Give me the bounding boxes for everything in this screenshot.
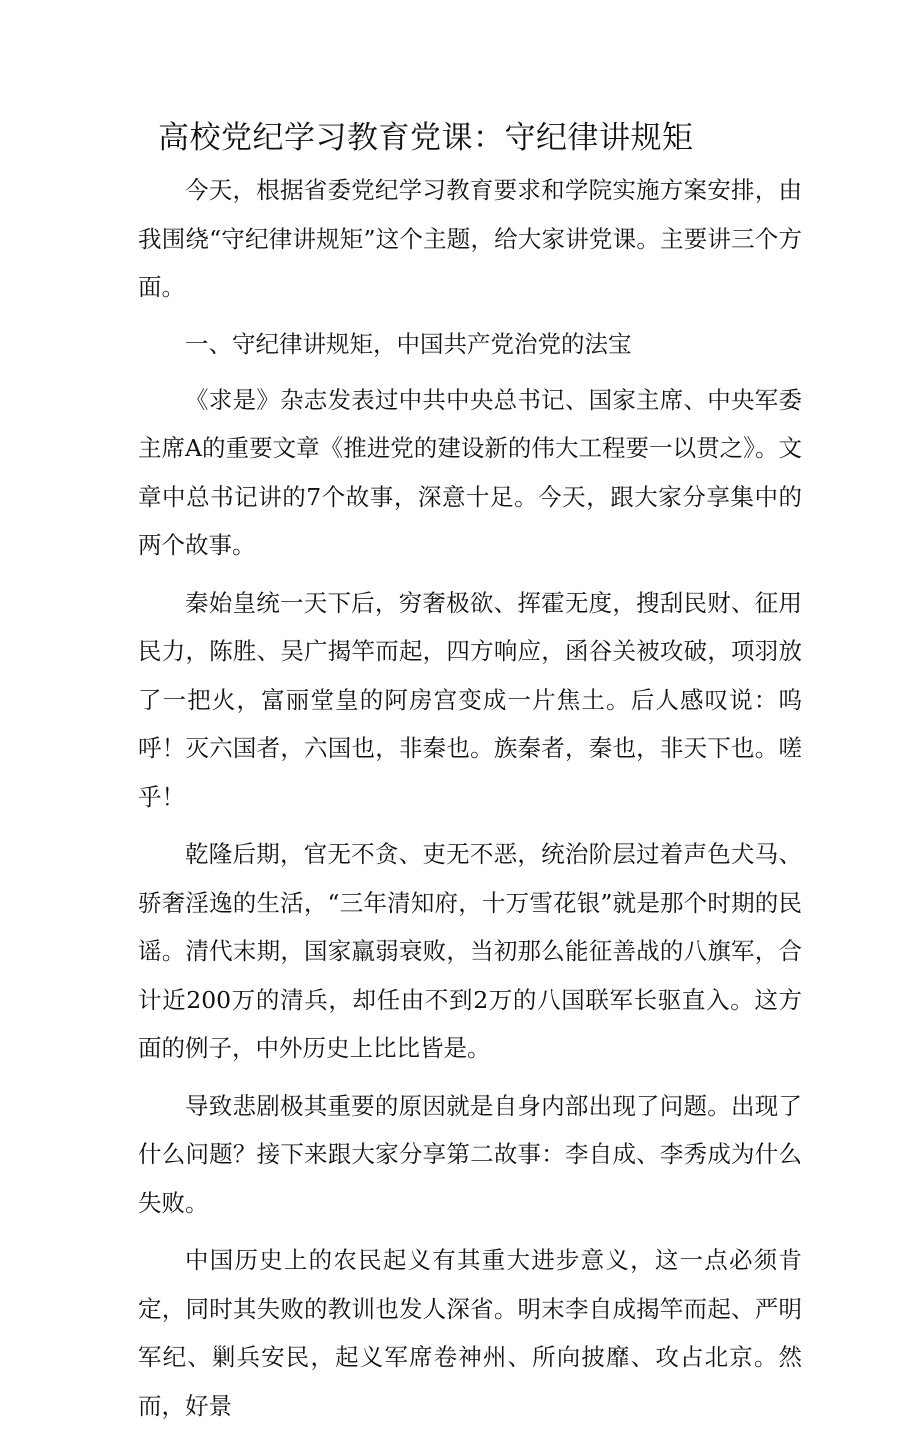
paragraph: 今天，根据省委党纪学习教育要求和学院实施方案安排，由我围绕“守纪律讲规矩”这个主题，给大家讲党课。主要讲三个方面。 — [138, 176, 802, 301]
document-title: 高校党纪学习教育党课：守纪律讲规矩 — [158, 120, 694, 156]
paragraph: 《求是》杂志发表过中共中央总书记、国家主席、中央军委主席A的重要文章《推进党的建设新的伟大工程要一以贯之》。文章中总书记讲的7个故事，深意十足。今天，跟大家分享集中的两个故事。 — [138, 385, 802, 559]
paragraph: 导致悲剧极其重要的原因就是自身内部出现了问题。出现了什么问题？接下来跟大家分享第二故事：李自成、李秀成为什么失败。 — [138, 1091, 802, 1217]
paragraph: 乾隆后期，官无不贪、吏无不恶，统治阶层过着声色犬马、骄奢淫逸的生活，“三年清知府，十万雪花银”就是那个时期的民谣。清代末期，国家羸弱衰败，当初那么能征善战的八旗军，合计近200万的清兵，却任由不到2万的八国联军长驱直入。这方面的例子，中外历史上比比皆是。 — [138, 840, 802, 1062]
paragraph: 中国历史上的农民起义有其重大进步意义，这一点必须肯定，同时其失败的教训也发人深省。明末李自成揭竿而起、严明军纪、剿兵安民，起义军席卷神州、所向披靡、攻占北京。然而，好景 — [138, 1246, 802, 1420]
document-body — [138, 166, 802, 1439]
paragraph: 秦始皇统一天下后，穷奢极欲、挥霍无度，搜刮民财、征用民力，陈胜、吴广揭竿而起，四方响应，函谷关被攻破，项羽放了一把火，富丽堂皇的阿房宫变成一片焦土。后人感叹说：呜呼！灭六国者，六国也，非秦也。族秦者，秦也，非天下也。嗟乎！ — [138, 588, 802, 811]
section-heading: 一、守纪律讲规矩，中国共产党治党的法宝 — [185, 329, 632, 358]
